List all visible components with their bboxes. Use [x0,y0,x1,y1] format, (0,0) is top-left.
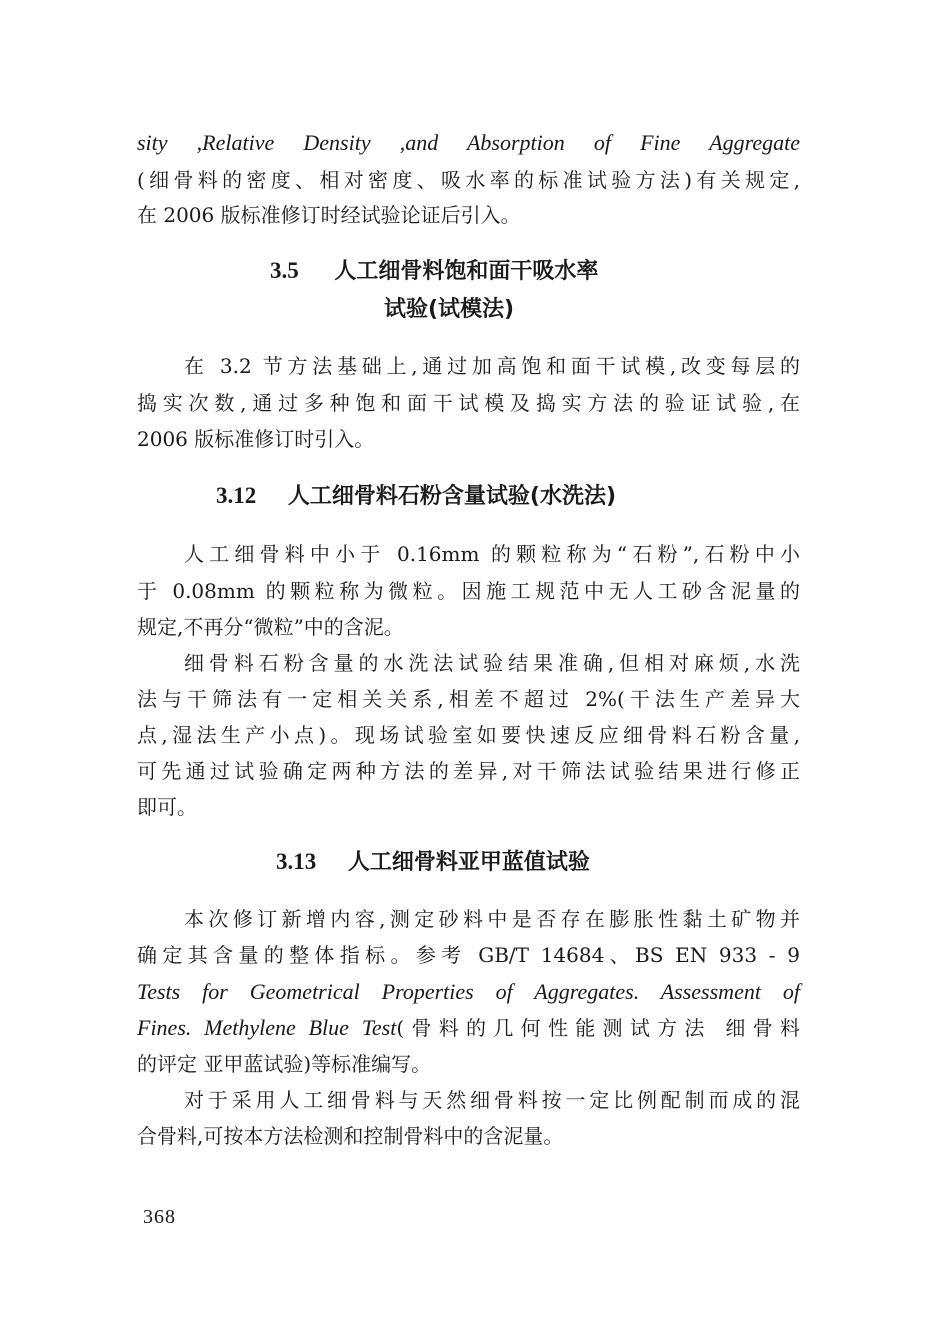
section-number: 3.12 [216,483,257,508]
text-line: 可先通过试验确定两种方法的差异,对干筛法试验结果进行修正 [137,759,800,783]
text-line: 在 3.2 节方法基础上,通过加高饱和面干试模,改变每层的 [184,354,800,378]
text-line: 即可。 [137,795,197,819]
text-line: 2006 版标准修订时引入。 [137,427,375,451]
section-title: 人工细骨料亚甲蓝值试验 [347,850,590,875]
reference-title-line: Tests for Geometrical Properties of Aggregates. Assessment of [137,979,800,1004]
reference-title-line: sity ,Relative Density ,and Absorption of Fine Aggregate [137,130,800,155]
text-line: 在 2006 版标准修订时经试验论证后引入。 [137,203,521,227]
text-line: 于 0.08mm 的颗粒称为微粒。因施工规范中无人工砂含泥量的 [137,579,800,603]
page-number: 368 [143,1206,176,1228]
text-line: 规定,不再分“微粒”中的含泥。 [137,615,404,639]
text-line: 对于采用人工细骨料与天然细骨料按一定比例配制而成的混 [184,1088,800,1112]
text-line: 确定其含量的整体指标。参考 GB/T 14684、BS EN 933 - 9 [137,943,800,967]
section-title: 人工细骨料饱和面干吸水率 [334,259,599,284]
text-line: (细骨料的密度、相对密度、吸水率的标准试验方法)有关规定, [137,168,800,192]
section-title: 人工细骨料石粉含量试验(水洗法) [287,484,617,509]
section-title-cont: 试验(试模法) [384,297,515,322]
section-number: 3.13 [276,849,317,874]
text-line: 点,湿法生产小点)。现场试验室如要快速反应细骨料石粉含量, [137,723,800,747]
text-line: 本次修订新增内容,测定砂料中是否存在膨胀性黏土矿物并 [184,907,800,931]
section-number: 3.5 [270,258,299,283]
text-line: 细骨料石粉含量的水洗法试验结果准确,但相对麻烦,水洗 [184,651,800,675]
text-line: 合骨料,可按本方法检测和控制骨料中的含泥量。 [137,1124,564,1148]
text-part: (骨料的几何性能测试方法 细骨料 [396,1016,800,1040]
text-line: 人工细骨料中小于 0.16mm 的颗粒称为“石粉”,石粉中小 [184,542,800,566]
text-line: 的评定 亚甲蓝试验)等标准编写。 [137,1052,432,1076]
reference-title-part: Fines. Methylene Blue Test [137,1015,397,1040]
text-line: 捣实次数,通过多种饱和面干试模及捣实方法的验证试验,在 [137,391,800,415]
text-line: 法与干筛法有一定相关关系,相差不超过 2%(干法生产差异大 [137,687,800,711]
